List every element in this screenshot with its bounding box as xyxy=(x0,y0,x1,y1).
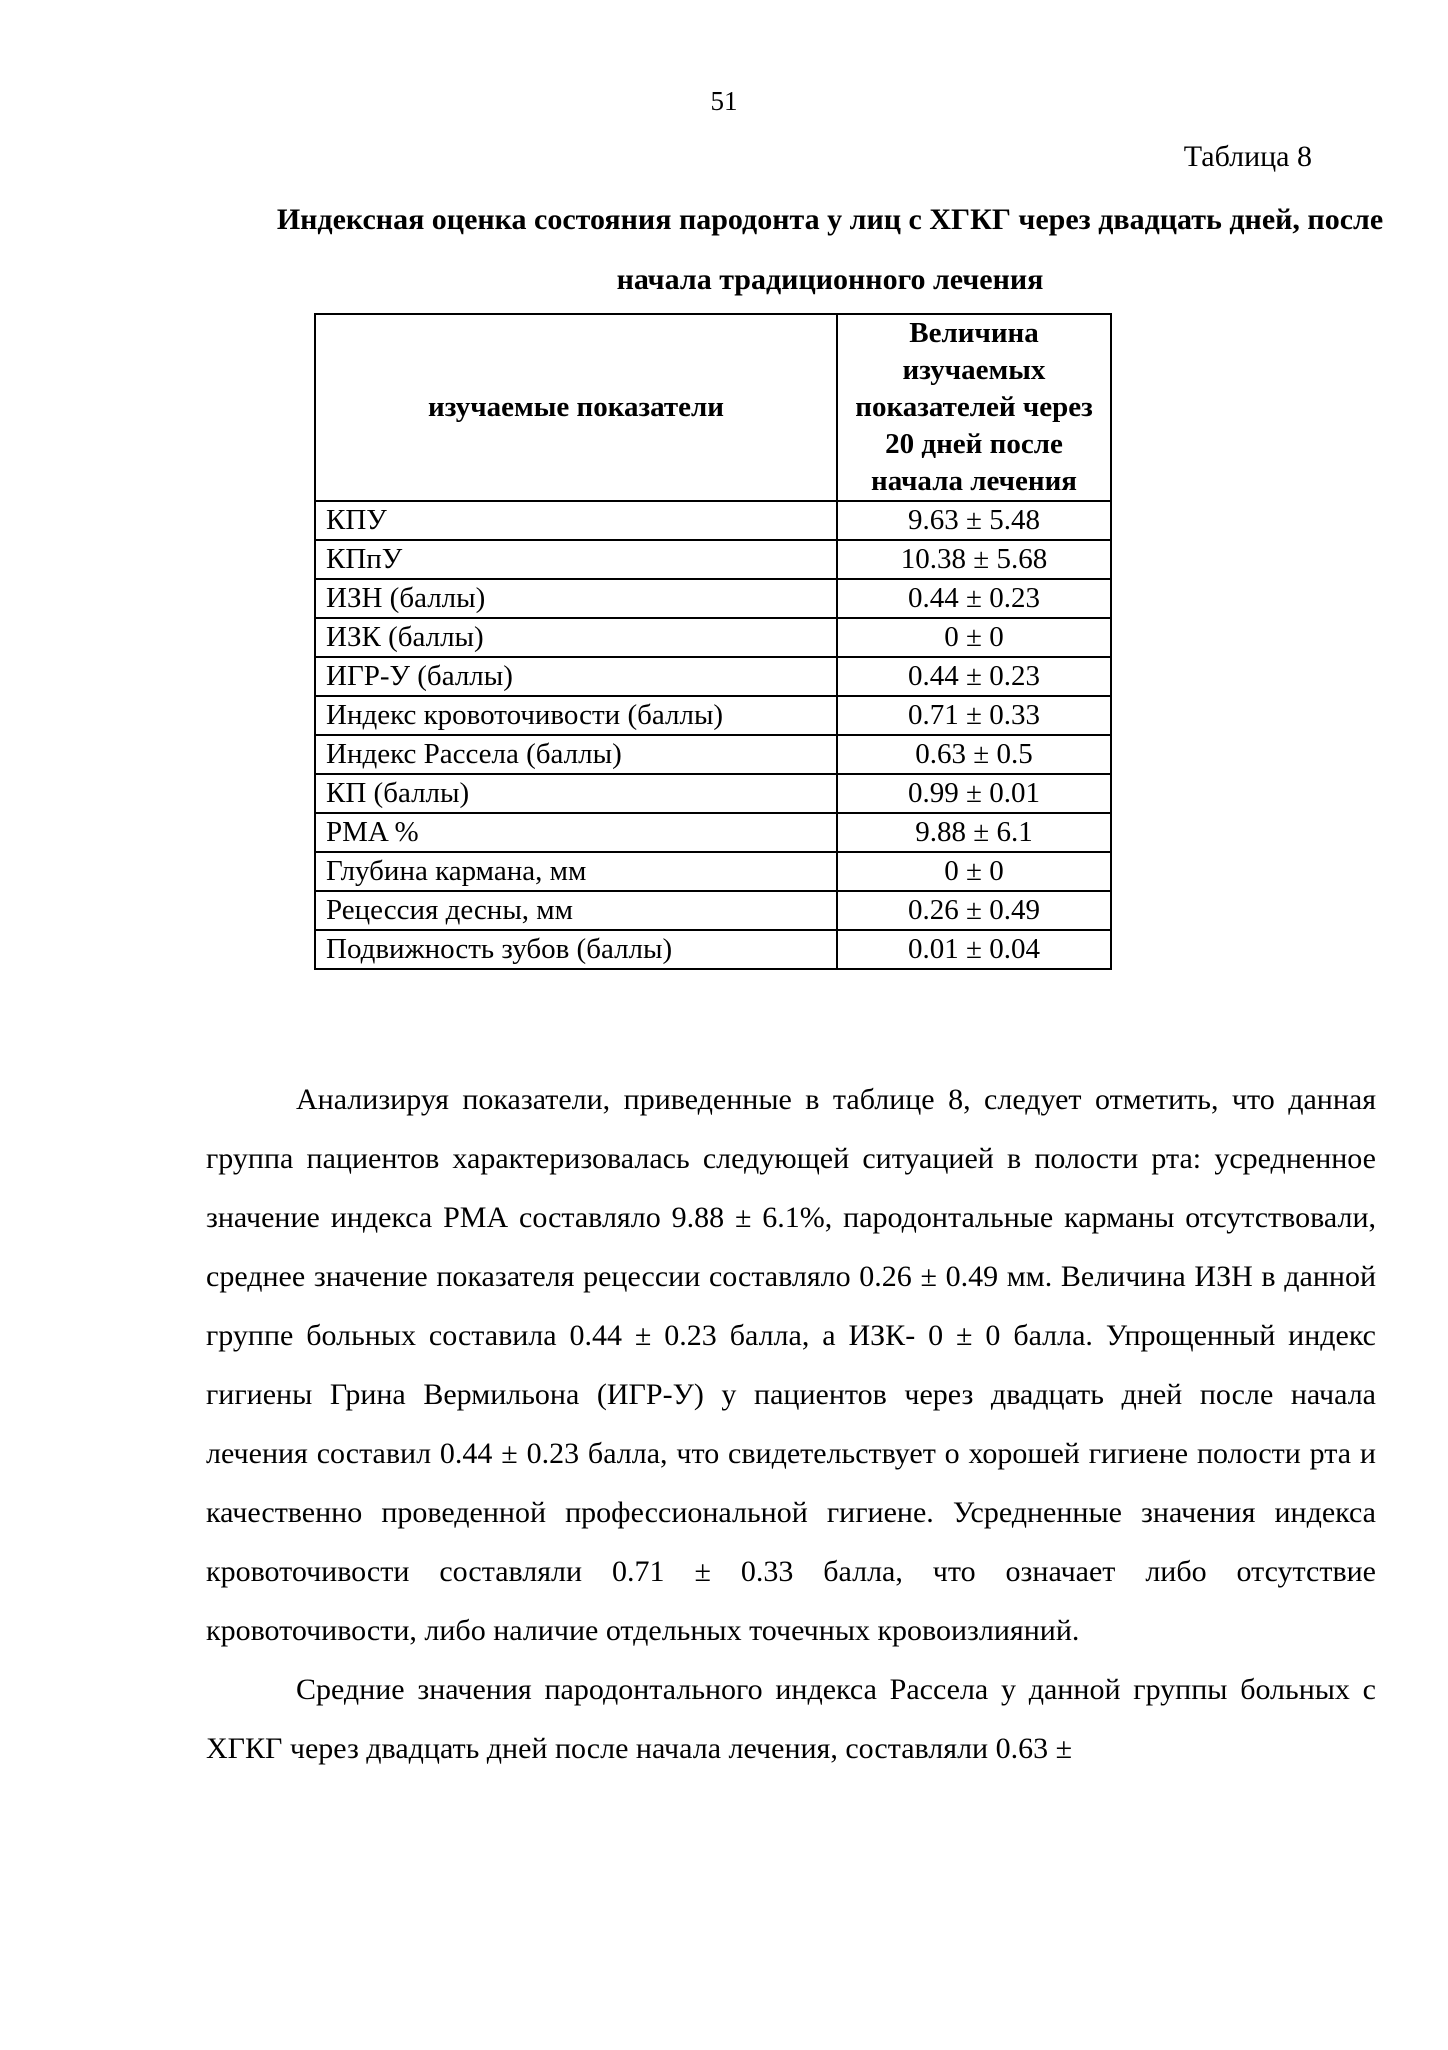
param-cell: КПпУ xyxy=(315,540,837,579)
table-row xyxy=(315,540,1111,579)
index-table xyxy=(314,313,1112,970)
table-row xyxy=(315,696,1111,735)
value-cell: 10.38 ± 5.68 xyxy=(837,540,1111,579)
param-cell: ИГР-У (баллы) xyxy=(315,657,837,696)
page-number: 51 xyxy=(710,86,738,116)
paragraph: Анализируя показатели, приведенные в таблице 8, следует отметить, что данная группа пациентов характеризовалась следующей ситуацией в полости рта: усредненное значение индекса РМА составляло 9.88 ± 6.1%, пародонтальные карманы отсутствовали, среднее значение показателя рецессии составляло 0.26 ± 0.49 мм. Величина ИЗН в данной группе больных составила 0.44 ± 0.23 балла, а ИЗК- 0 ± 0 балла. Упрощенный индекс гигиены Грина Вермильона (ИГР-У) у пациентов через двадцать дней после начала лечения составил 0.44 ± 0.23 балла, что свидетельствует о хорошей гигиене полости рта и качественно проведенной профессиональной гигиене. Усредненные значения индекса кровоточивости составляли 0.71 ± 0.33 балла, что означает либо отсутствие кровоточивости, либо наличие отдельных точечных кровоизлияний. xyxy=(206,1083,1376,1647)
param-cell: Индекс кровоточивости (баллы) xyxy=(315,696,837,735)
value-cell: 0.71 ± 0.33 xyxy=(837,696,1111,735)
param-cell: ИЗН (баллы) xyxy=(315,579,837,618)
table-row xyxy=(315,735,1111,774)
table-header-row xyxy=(315,314,1111,501)
param-cell: ИЗК (баллы) xyxy=(315,618,837,657)
table-row xyxy=(315,618,1111,657)
value-cell: 0.63 ± 0.5 xyxy=(837,735,1111,774)
param-cell: PMA % xyxy=(315,813,837,852)
table-row xyxy=(315,501,1111,540)
paragraph: Средние значения пародонтального индекса Рассела у данной группы больных с ХГКГ через двадцать дней после начала лечения, составляли 0.63 ± xyxy=(206,1673,1376,1765)
value-cell: 0.99 ± 0.01 xyxy=(837,774,1111,813)
table-row xyxy=(315,657,1111,696)
param-cell: КП (баллы) xyxy=(315,774,837,813)
value-cell: 0.26 ± 0.49 xyxy=(837,891,1111,930)
param-cell: КПУ xyxy=(315,501,837,540)
table-label: Таблица 8 xyxy=(1183,140,1312,173)
header-parameters: изучаемые показатели xyxy=(315,314,837,501)
param-cell: Индекс Рассела (баллы) xyxy=(315,735,837,774)
table-title: Индексная оценка состояния пародонта у лиц с ХГКГ через двадцать дней, после начала традиционного лечения xyxy=(276,203,1384,296)
table-row xyxy=(315,852,1111,891)
param-cell: Глубина кармана, мм xyxy=(315,852,837,891)
table-row xyxy=(315,579,1111,618)
value-cell: 0.44 ± 0.23 xyxy=(837,579,1111,618)
header-values: Величина изучаемых показателей через 20 дней после начала лечения xyxy=(837,314,1111,501)
value-cell: 9.63 ± 5.48 xyxy=(837,501,1111,540)
value-cell: 0 ± 0 xyxy=(837,852,1111,891)
body-text xyxy=(206,1070,1376,1778)
table-row xyxy=(315,813,1111,852)
value-cell: 9.88 ± 6.1 xyxy=(837,813,1111,852)
value-cell: 0 ± 0 xyxy=(837,618,1111,657)
value-cell: 0.01 ± 0.04 xyxy=(837,930,1111,969)
param-cell: Рецессия десны, мм xyxy=(315,891,837,930)
table-row xyxy=(315,930,1111,969)
param-cell: Подвижность зубов (баллы) xyxy=(315,930,837,969)
value-cell: 0.44 ± 0.23 xyxy=(837,657,1111,696)
table-row xyxy=(315,774,1111,813)
table-row xyxy=(315,891,1111,930)
